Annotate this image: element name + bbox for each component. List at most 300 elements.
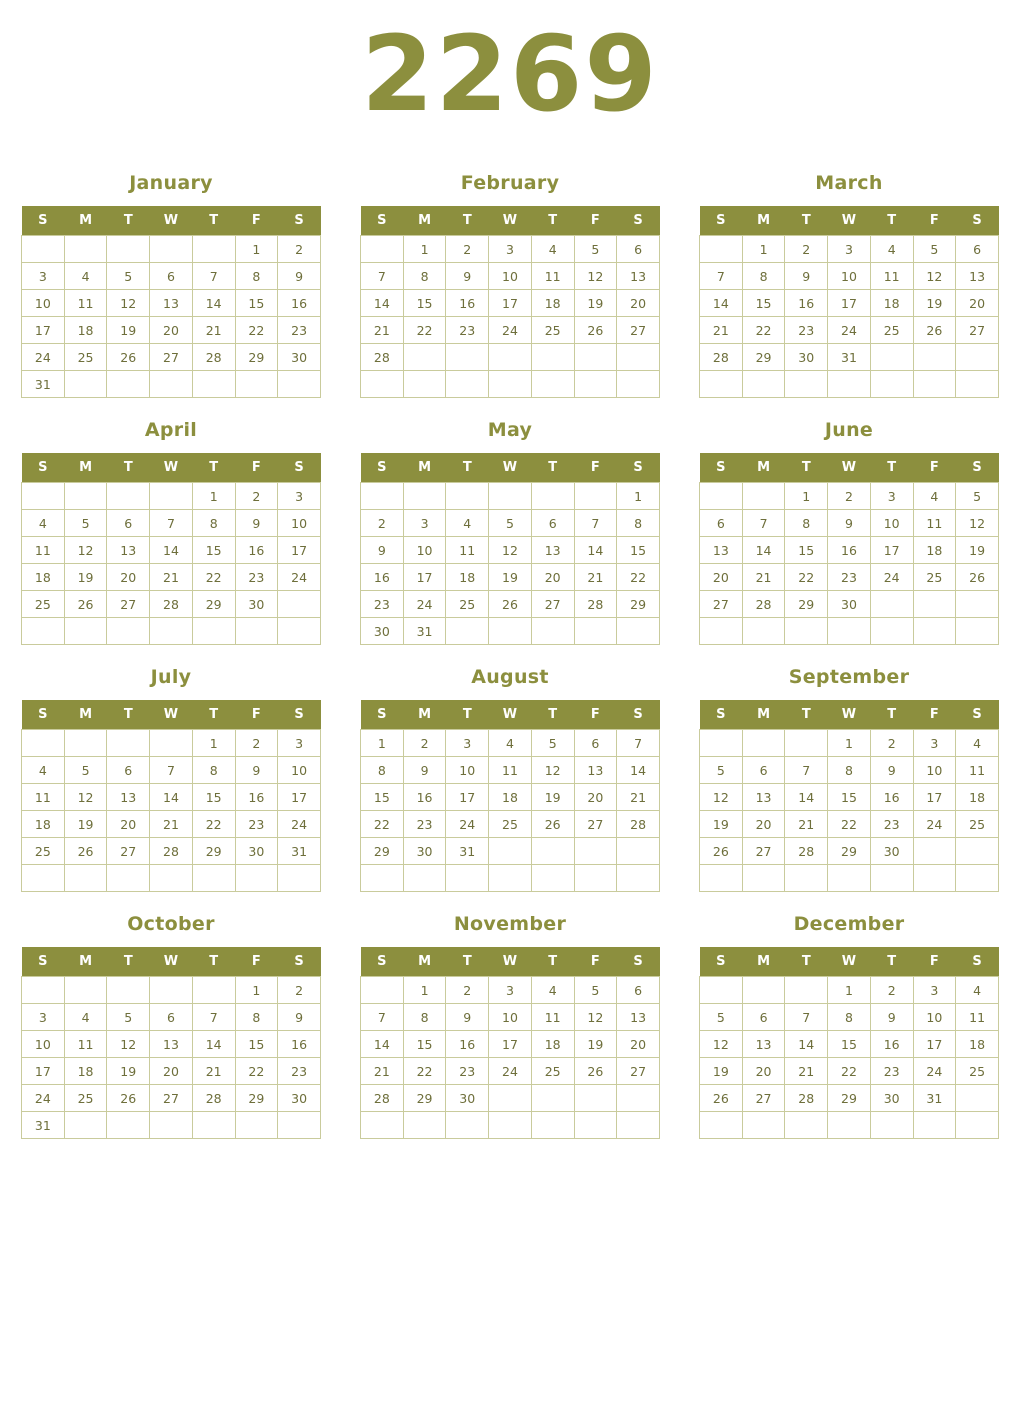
day-cell[interactable]: 28 bbox=[700, 344, 743, 371]
day-cell[interactable]: 14 bbox=[192, 1031, 235, 1058]
day-cell[interactable]: 7 bbox=[150, 757, 193, 784]
day-cell[interactable]: 26 bbox=[574, 1058, 617, 1085]
day-cell[interactable]: 12 bbox=[107, 290, 150, 317]
day-cell[interactable]: 3 bbox=[278, 483, 321, 510]
day-cell[interactable]: 17 bbox=[403, 564, 446, 591]
day-cell[interactable]: 8 bbox=[235, 1004, 278, 1031]
day-cell[interactable]: 9 bbox=[870, 1004, 913, 1031]
day-cell[interactable]: 25 bbox=[956, 1058, 999, 1085]
day-cell[interactable]: 28 bbox=[192, 344, 235, 371]
day-cell[interactable]: 2 bbox=[870, 730, 913, 757]
day-cell[interactable]: 8 bbox=[785, 510, 828, 537]
day-cell[interactable]: 11 bbox=[22, 537, 65, 564]
day-cell[interactable]: 27 bbox=[107, 838, 150, 865]
day-cell[interactable]: 1 bbox=[785, 483, 828, 510]
day-cell[interactable]: 9 bbox=[235, 757, 278, 784]
day-cell[interactable]: 1 bbox=[403, 977, 446, 1004]
day-cell[interactable]: 12 bbox=[700, 1031, 743, 1058]
day-cell[interactable]: 13 bbox=[617, 1004, 660, 1031]
day-cell[interactable]: 28 bbox=[785, 1085, 828, 1112]
day-cell[interactable]: 20 bbox=[107, 564, 150, 591]
day-cell[interactable]: 24 bbox=[278, 811, 321, 838]
day-cell[interactable]: 21 bbox=[192, 1058, 235, 1085]
day-cell[interactable]: 16 bbox=[828, 537, 871, 564]
day-cell[interactable]: 1 bbox=[235, 977, 278, 1004]
day-cell[interactable]: 28 bbox=[150, 591, 193, 618]
day-cell[interactable]: 9 bbox=[828, 510, 871, 537]
day-cell[interactable]: 8 bbox=[235, 263, 278, 290]
day-cell[interactable]: 28 bbox=[617, 811, 660, 838]
day-cell[interactable]: 2 bbox=[278, 236, 321, 263]
day-cell[interactable]: 13 bbox=[150, 1031, 193, 1058]
day-cell[interactable]: 27 bbox=[617, 1058, 660, 1085]
day-cell[interactable]: 27 bbox=[574, 811, 617, 838]
day-cell[interactable]: 13 bbox=[150, 290, 193, 317]
day-cell[interactable]: 14 bbox=[361, 290, 404, 317]
day-cell[interactable]: 4 bbox=[913, 483, 956, 510]
day-cell[interactable]: 4 bbox=[22, 510, 65, 537]
day-cell[interactable]: 1 bbox=[828, 730, 871, 757]
day-cell[interactable]: 19 bbox=[64, 811, 107, 838]
day-cell[interactable]: 10 bbox=[278, 757, 321, 784]
day-cell[interactable]: 22 bbox=[192, 811, 235, 838]
day-cell[interactable]: 7 bbox=[150, 510, 193, 537]
day-cell[interactable]: 9 bbox=[235, 510, 278, 537]
day-cell[interactable]: 22 bbox=[403, 317, 446, 344]
day-cell[interactable]: 1 bbox=[235, 236, 278, 263]
day-cell[interactable]: 25 bbox=[489, 811, 532, 838]
day-cell[interactable]: 14 bbox=[574, 537, 617, 564]
day-cell[interactable]: 17 bbox=[828, 290, 871, 317]
day-cell[interactable]: 1 bbox=[617, 483, 660, 510]
day-cell[interactable]: 7 bbox=[785, 1004, 828, 1031]
day-cell[interactable]: 30 bbox=[446, 1085, 489, 1112]
day-cell[interactable]: 3 bbox=[22, 1004, 65, 1031]
day-cell[interactable]: 25 bbox=[446, 591, 489, 618]
day-cell[interactable]: 13 bbox=[700, 537, 743, 564]
day-cell[interactable]: 16 bbox=[235, 784, 278, 811]
day-cell[interactable]: 5 bbox=[700, 757, 743, 784]
day-cell[interactable]: 4 bbox=[956, 730, 999, 757]
day-cell[interactable]: 29 bbox=[828, 1085, 871, 1112]
day-cell[interactable]: 18 bbox=[956, 784, 999, 811]
day-cell[interactable]: 23 bbox=[278, 317, 321, 344]
day-cell[interactable]: 4 bbox=[446, 510, 489, 537]
day-cell[interactable]: 20 bbox=[742, 1058, 785, 1085]
day-cell[interactable]: 30 bbox=[870, 1085, 913, 1112]
day-cell[interactable]: 3 bbox=[489, 236, 532, 263]
day-cell[interactable]: 5 bbox=[531, 730, 574, 757]
day-cell[interactable]: 7 bbox=[617, 730, 660, 757]
day-cell[interactable]: 31 bbox=[913, 1085, 956, 1112]
day-cell[interactable]: 24 bbox=[403, 591, 446, 618]
day-cell[interactable]: 9 bbox=[361, 537, 404, 564]
day-cell[interactable]: 10 bbox=[403, 537, 446, 564]
day-cell[interactable]: 2 bbox=[785, 236, 828, 263]
day-cell[interactable]: 31 bbox=[403, 618, 446, 645]
day-cell[interactable]: 27 bbox=[956, 317, 999, 344]
day-cell[interactable]: 28 bbox=[150, 838, 193, 865]
day-cell[interactable]: 16 bbox=[446, 1031, 489, 1058]
day-cell[interactable]: 20 bbox=[617, 1031, 660, 1058]
day-cell[interactable]: 21 bbox=[785, 811, 828, 838]
day-cell[interactable]: 3 bbox=[446, 730, 489, 757]
day-cell[interactable]: 25 bbox=[531, 317, 574, 344]
day-cell[interactable]: 10 bbox=[913, 1004, 956, 1031]
day-cell[interactable]: 8 bbox=[403, 1004, 446, 1031]
day-cell[interactable]: 18 bbox=[22, 811, 65, 838]
day-cell[interactable]: 27 bbox=[531, 591, 574, 618]
day-cell[interactable]: 6 bbox=[956, 236, 999, 263]
day-cell[interactable]: 5 bbox=[574, 977, 617, 1004]
day-cell[interactable]: 3 bbox=[403, 510, 446, 537]
day-cell[interactable]: 10 bbox=[22, 290, 65, 317]
day-cell[interactable]: 7 bbox=[700, 263, 743, 290]
day-cell[interactable]: 4 bbox=[956, 977, 999, 1004]
day-cell[interactable]: 16 bbox=[870, 784, 913, 811]
day-cell[interactable]: 4 bbox=[489, 730, 532, 757]
day-cell[interactable]: 6 bbox=[107, 757, 150, 784]
day-cell[interactable]: 6 bbox=[150, 263, 193, 290]
day-cell[interactable]: 9 bbox=[278, 263, 321, 290]
day-cell[interactable]: 30 bbox=[278, 344, 321, 371]
day-cell[interactable]: 21 bbox=[192, 317, 235, 344]
day-cell[interactable]: 30 bbox=[403, 838, 446, 865]
day-cell[interactable]: 2 bbox=[361, 510, 404, 537]
day-cell[interactable]: 18 bbox=[870, 290, 913, 317]
day-cell[interactable]: 17 bbox=[913, 1031, 956, 1058]
day-cell[interactable]: 9 bbox=[446, 1004, 489, 1031]
day-cell[interactable]: 7 bbox=[742, 510, 785, 537]
day-cell[interactable]: 12 bbox=[107, 1031, 150, 1058]
day-cell[interactable]: 19 bbox=[913, 290, 956, 317]
day-cell[interactable]: 11 bbox=[64, 290, 107, 317]
day-cell[interactable]: 9 bbox=[446, 263, 489, 290]
day-cell[interactable]: 22 bbox=[192, 564, 235, 591]
day-cell[interactable]: 23 bbox=[785, 317, 828, 344]
day-cell[interactable]: 1 bbox=[828, 977, 871, 1004]
day-cell[interactable]: 11 bbox=[531, 1004, 574, 1031]
day-cell[interactable]: 3 bbox=[828, 236, 871, 263]
day-cell[interactable]: 18 bbox=[64, 1058, 107, 1085]
day-cell[interactable]: 20 bbox=[956, 290, 999, 317]
day-cell[interactable]: 31 bbox=[828, 344, 871, 371]
day-cell[interactable]: 30 bbox=[361, 618, 404, 645]
day-cell[interactable]: 22 bbox=[742, 317, 785, 344]
day-cell[interactable]: 27 bbox=[107, 591, 150, 618]
day-cell[interactable]: 26 bbox=[700, 838, 743, 865]
day-cell[interactable]: 14 bbox=[785, 784, 828, 811]
day-cell[interactable]: 15 bbox=[828, 784, 871, 811]
day-cell[interactable]: 19 bbox=[107, 1058, 150, 1085]
day-cell[interactable]: 5 bbox=[64, 510, 107, 537]
day-cell[interactable]: 6 bbox=[531, 510, 574, 537]
day-cell[interactable]: 15 bbox=[235, 1031, 278, 1058]
day-cell[interactable]: 9 bbox=[870, 757, 913, 784]
day-cell[interactable]: 10 bbox=[278, 510, 321, 537]
day-cell[interactable]: 5 bbox=[574, 236, 617, 263]
day-cell[interactable]: 10 bbox=[446, 757, 489, 784]
day-cell[interactable]: 13 bbox=[574, 757, 617, 784]
day-cell[interactable]: 10 bbox=[828, 263, 871, 290]
day-cell[interactable]: 13 bbox=[107, 537, 150, 564]
day-cell[interactable]: 7 bbox=[192, 263, 235, 290]
day-cell[interactable]: 25 bbox=[913, 564, 956, 591]
day-cell[interactable]: 20 bbox=[150, 317, 193, 344]
day-cell[interactable]: 30 bbox=[235, 838, 278, 865]
day-cell[interactable]: 30 bbox=[828, 591, 871, 618]
day-cell[interactable]: 25 bbox=[531, 1058, 574, 1085]
day-cell[interactable]: 29 bbox=[742, 344, 785, 371]
day-cell[interactable]: 17 bbox=[446, 784, 489, 811]
day-cell[interactable]: 20 bbox=[617, 290, 660, 317]
day-cell[interactable]: 25 bbox=[870, 317, 913, 344]
day-cell[interactable]: 12 bbox=[956, 510, 999, 537]
day-cell[interactable]: 25 bbox=[22, 591, 65, 618]
day-cell[interactable]: 21 bbox=[700, 317, 743, 344]
day-cell[interactable]: 8 bbox=[361, 757, 404, 784]
day-cell[interactable]: 13 bbox=[742, 1031, 785, 1058]
day-cell[interactable]: 16 bbox=[785, 290, 828, 317]
day-cell[interactable]: 15 bbox=[828, 1031, 871, 1058]
day-cell[interactable]: 24 bbox=[446, 811, 489, 838]
day-cell[interactable]: 18 bbox=[956, 1031, 999, 1058]
day-cell[interactable]: 5 bbox=[107, 263, 150, 290]
day-cell[interactable]: 18 bbox=[531, 290, 574, 317]
day-cell[interactable]: 6 bbox=[617, 977, 660, 1004]
day-cell[interactable]: 4 bbox=[870, 236, 913, 263]
day-cell[interactable]: 22 bbox=[617, 564, 660, 591]
day-cell[interactable]: 26 bbox=[489, 591, 532, 618]
day-cell[interactable]: 11 bbox=[64, 1031, 107, 1058]
day-cell[interactable]: 13 bbox=[531, 537, 574, 564]
day-cell[interactable]: 19 bbox=[700, 1058, 743, 1085]
day-cell[interactable]: 13 bbox=[107, 784, 150, 811]
day-cell[interactable]: 1 bbox=[403, 236, 446, 263]
day-cell[interactable]: 15 bbox=[361, 784, 404, 811]
day-cell[interactable]: 14 bbox=[192, 290, 235, 317]
day-cell[interactable]: 24 bbox=[913, 811, 956, 838]
day-cell[interactable]: 27 bbox=[617, 317, 660, 344]
day-cell[interactable]: 23 bbox=[870, 811, 913, 838]
day-cell[interactable]: 15 bbox=[235, 290, 278, 317]
day-cell[interactable]: 5 bbox=[489, 510, 532, 537]
day-cell[interactable]: 22 bbox=[785, 564, 828, 591]
day-cell[interactable]: 10 bbox=[22, 1031, 65, 1058]
day-cell[interactable]: 4 bbox=[531, 236, 574, 263]
day-cell[interactable]: 2 bbox=[278, 977, 321, 1004]
day-cell[interactable]: 21 bbox=[150, 564, 193, 591]
day-cell[interactable]: 2 bbox=[828, 483, 871, 510]
day-cell[interactable]: 22 bbox=[828, 811, 871, 838]
day-cell[interactable]: 3 bbox=[489, 977, 532, 1004]
day-cell[interactable]: 21 bbox=[785, 1058, 828, 1085]
day-cell[interactable]: 24 bbox=[22, 1085, 65, 1112]
day-cell[interactable]: 6 bbox=[617, 236, 660, 263]
day-cell[interactable]: 15 bbox=[192, 537, 235, 564]
day-cell[interactable]: 26 bbox=[64, 591, 107, 618]
day-cell[interactable]: 21 bbox=[361, 1058, 404, 1085]
day-cell[interactable]: 16 bbox=[278, 290, 321, 317]
day-cell[interactable]: 5 bbox=[700, 1004, 743, 1031]
day-cell[interactable]: 11 bbox=[22, 784, 65, 811]
day-cell[interactable]: 3 bbox=[870, 483, 913, 510]
day-cell[interactable]: 30 bbox=[785, 344, 828, 371]
day-cell[interactable]: 26 bbox=[531, 811, 574, 838]
day-cell[interactable]: 19 bbox=[531, 784, 574, 811]
day-cell[interactable]: 17 bbox=[913, 784, 956, 811]
day-cell[interactable]: 6 bbox=[700, 510, 743, 537]
day-cell[interactable]: 17 bbox=[870, 537, 913, 564]
day-cell[interactable]: 25 bbox=[64, 1085, 107, 1112]
day-cell[interactable]: 29 bbox=[828, 838, 871, 865]
day-cell[interactable]: 2 bbox=[870, 977, 913, 1004]
day-cell[interactable]: 24 bbox=[278, 564, 321, 591]
day-cell[interactable]: 3 bbox=[278, 730, 321, 757]
day-cell[interactable]: 14 bbox=[617, 757, 660, 784]
day-cell[interactable]: 26 bbox=[956, 564, 999, 591]
day-cell[interactable]: 27 bbox=[742, 838, 785, 865]
day-cell[interactable]: 16 bbox=[235, 537, 278, 564]
day-cell[interactable]: 6 bbox=[742, 757, 785, 784]
day-cell[interactable]: 1 bbox=[361, 730, 404, 757]
day-cell[interactable]: 13 bbox=[742, 784, 785, 811]
day-cell[interactable]: 21 bbox=[742, 564, 785, 591]
day-cell[interactable]: 20 bbox=[107, 811, 150, 838]
day-cell[interactable]: 15 bbox=[192, 784, 235, 811]
day-cell[interactable]: 20 bbox=[742, 811, 785, 838]
day-cell[interactable]: 11 bbox=[446, 537, 489, 564]
day-cell[interactable]: 24 bbox=[828, 317, 871, 344]
day-cell[interactable]: 26 bbox=[700, 1085, 743, 1112]
day-cell[interactable]: 26 bbox=[107, 344, 150, 371]
day-cell[interactable]: 21 bbox=[361, 317, 404, 344]
day-cell[interactable]: 18 bbox=[489, 784, 532, 811]
day-cell[interactable]: 8 bbox=[617, 510, 660, 537]
day-cell[interactable]: 28 bbox=[361, 1085, 404, 1112]
day-cell[interactable]: 20 bbox=[574, 784, 617, 811]
day-cell[interactable]: 31 bbox=[22, 1112, 65, 1139]
day-cell[interactable]: 6 bbox=[150, 1004, 193, 1031]
day-cell[interactable]: 1 bbox=[192, 483, 235, 510]
day-cell[interactable]: 21 bbox=[617, 784, 660, 811]
day-cell[interactable]: 1 bbox=[192, 730, 235, 757]
day-cell[interactable]: 17 bbox=[489, 290, 532, 317]
day-cell[interactable]: 18 bbox=[913, 537, 956, 564]
day-cell[interactable]: 10 bbox=[913, 757, 956, 784]
day-cell[interactable]: 4 bbox=[531, 977, 574, 1004]
day-cell[interactable]: 16 bbox=[446, 290, 489, 317]
day-cell[interactable]: 7 bbox=[361, 263, 404, 290]
day-cell[interactable]: 2 bbox=[235, 730, 278, 757]
day-cell[interactable]: 9 bbox=[403, 757, 446, 784]
day-cell[interactable]: 19 bbox=[574, 1031, 617, 1058]
day-cell[interactable]: 19 bbox=[574, 290, 617, 317]
day-cell[interactable]: 29 bbox=[235, 1085, 278, 1112]
day-cell[interactable]: 8 bbox=[192, 510, 235, 537]
day-cell[interactable]: 2 bbox=[403, 730, 446, 757]
day-cell[interactable]: 14 bbox=[785, 1031, 828, 1058]
day-cell[interactable]: 1 bbox=[742, 236, 785, 263]
day-cell[interactable]: 13 bbox=[617, 263, 660, 290]
day-cell[interactable]: 12 bbox=[700, 784, 743, 811]
day-cell[interactable]: 4 bbox=[64, 263, 107, 290]
day-cell[interactable]: 19 bbox=[700, 811, 743, 838]
day-cell[interactable]: 12 bbox=[574, 1004, 617, 1031]
day-cell[interactable]: 11 bbox=[870, 263, 913, 290]
day-cell[interactable]: 29 bbox=[192, 591, 235, 618]
day-cell[interactable]: 5 bbox=[64, 757, 107, 784]
day-cell[interactable]: 27 bbox=[150, 1085, 193, 1112]
day-cell[interactable]: 20 bbox=[700, 564, 743, 591]
day-cell[interactable]: 30 bbox=[235, 591, 278, 618]
day-cell[interactable]: 16 bbox=[278, 1031, 321, 1058]
day-cell[interactable]: 3 bbox=[913, 977, 956, 1004]
day-cell[interactable]: 26 bbox=[913, 317, 956, 344]
day-cell[interactable]: 22 bbox=[235, 317, 278, 344]
day-cell[interactable]: 25 bbox=[22, 838, 65, 865]
day-cell[interactable]: 23 bbox=[235, 564, 278, 591]
day-cell[interactable]: 15 bbox=[403, 1031, 446, 1058]
day-cell[interactable]: 28 bbox=[574, 591, 617, 618]
day-cell[interactable]: 5 bbox=[956, 483, 999, 510]
day-cell[interactable]: 27 bbox=[150, 344, 193, 371]
day-cell[interactable]: 10 bbox=[489, 263, 532, 290]
day-cell[interactable]: 14 bbox=[150, 784, 193, 811]
day-cell[interactable]: 9 bbox=[278, 1004, 321, 1031]
day-cell[interactable]: 26 bbox=[64, 838, 107, 865]
day-cell[interactable]: 18 bbox=[22, 564, 65, 591]
day-cell[interactable]: 15 bbox=[403, 290, 446, 317]
day-cell[interactable]: 11 bbox=[913, 510, 956, 537]
day-cell[interactable]: 24 bbox=[913, 1058, 956, 1085]
day-cell[interactable]: 13 bbox=[956, 263, 999, 290]
day-cell[interactable]: 19 bbox=[107, 317, 150, 344]
day-cell[interactable]: 31 bbox=[278, 838, 321, 865]
day-cell[interactable]: 8 bbox=[192, 757, 235, 784]
day-cell[interactable]: 8 bbox=[828, 757, 871, 784]
day-cell[interactable]: 30 bbox=[278, 1085, 321, 1112]
day-cell[interactable]: 12 bbox=[531, 757, 574, 784]
day-cell[interactable]: 19 bbox=[64, 564, 107, 591]
day-cell[interactable]: 7 bbox=[785, 757, 828, 784]
day-cell[interactable]: 15 bbox=[742, 290, 785, 317]
day-cell[interactable]: 24 bbox=[870, 564, 913, 591]
day-cell[interactable]: 14 bbox=[361, 1031, 404, 1058]
day-cell[interactable]: 28 bbox=[361, 344, 404, 371]
day-cell[interactable]: 22 bbox=[361, 811, 404, 838]
day-cell[interactable]: 3 bbox=[913, 730, 956, 757]
day-cell[interactable]: 17 bbox=[22, 1058, 65, 1085]
day-cell[interactable]: 20 bbox=[531, 564, 574, 591]
day-cell[interactable]: 28 bbox=[742, 591, 785, 618]
day-cell[interactable]: 31 bbox=[22, 371, 65, 398]
day-cell[interactable]: 14 bbox=[700, 290, 743, 317]
day-cell[interactable]: 29 bbox=[617, 591, 660, 618]
day-cell[interactable]: 28 bbox=[192, 1085, 235, 1112]
day-cell[interactable]: 9 bbox=[785, 263, 828, 290]
day-cell[interactable]: 11 bbox=[489, 757, 532, 784]
day-cell[interactable]: 23 bbox=[828, 564, 871, 591]
day-cell[interactable]: 14 bbox=[742, 537, 785, 564]
day-cell[interactable]: 25 bbox=[956, 811, 999, 838]
day-cell[interactable]: 12 bbox=[574, 263, 617, 290]
day-cell[interactable]: 7 bbox=[192, 1004, 235, 1031]
day-cell[interactable]: 16 bbox=[403, 784, 446, 811]
day-cell[interactable]: 17 bbox=[278, 784, 321, 811]
day-cell[interactable]: 6 bbox=[574, 730, 617, 757]
day-cell[interactable]: 8 bbox=[403, 263, 446, 290]
